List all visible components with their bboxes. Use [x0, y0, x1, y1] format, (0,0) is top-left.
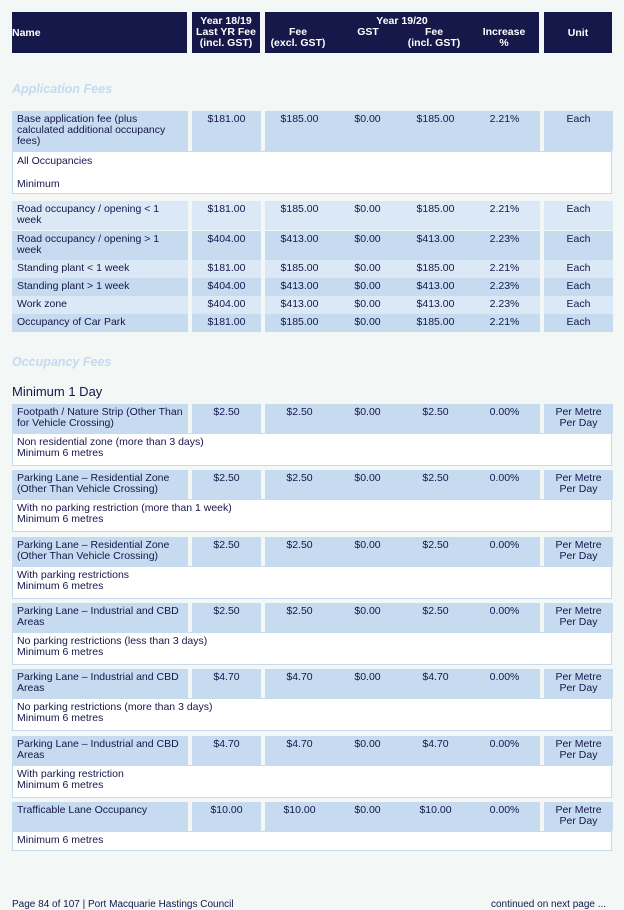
- occ-row-6-gst: $0.00: [354, 804, 381, 816]
- app-row-2-inc: 2.21%: [489, 262, 520, 274]
- app-row-3-last: $404.00: [207, 280, 246, 292]
- app-row-4-fee: $413.00: [280, 298, 319, 310]
- app-row-2-gst: $0.00: [354, 262, 381, 274]
- occ-row-2-unit: Per Metre Per Day: [555, 539, 602, 562]
- app-row-5-name: Occupancy of Car Park: [17, 316, 126, 328]
- occ-note-1-1: Minimum 6 metres: [17, 513, 104, 525]
- app-row-0-last: $181.00: [207, 203, 246, 215]
- app-row-1-last: $404.00: [207, 233, 246, 245]
- app-row-4-unit: Each: [566, 298, 591, 310]
- app-row-1-unit: Each: [566, 233, 591, 245]
- occ-note-2-0: With parking restrictions: [17, 569, 130, 581]
- app-row-2-unit: Each: [566, 262, 591, 274]
- app-row-5-gst: $0.00: [354, 316, 381, 328]
- header-unit: Unit: [567, 27, 589, 39]
- occ-row-0-name: Footpath / Nature Strip (Other Than for Vehicle Crossing): [17, 406, 183, 429]
- app-row-0-unit: Each: [566, 203, 591, 215]
- occ-row-5-incl: $4.70: [422, 738, 449, 750]
- base-notes-box: [12, 151, 612, 194]
- occupancy-fees-title: Occupancy Fees: [12, 355, 112, 369]
- occ-row-5-last: $4.70: [213, 738, 240, 750]
- occ-note-1-0: With no parking restriction (more than 1 week): [17, 502, 232, 514]
- header-fee-excl-1: Fee: [288, 26, 308, 38]
- occ-row-0-incl: $2.50: [422, 406, 449, 418]
- occ-row-4-gst: $0.00: [354, 671, 381, 683]
- app-row-0-gst: $0.00: [354, 203, 381, 215]
- occ-row-4-inc: 0.00%: [489, 671, 520, 683]
- app-row-5-fee: $185.00: [280, 316, 319, 328]
- header-name-cell: [12, 12, 187, 53]
- base-row-fee: $185.00: [280, 113, 319, 125]
- occ-row-1-gst: $0.00: [354, 472, 381, 484]
- header-unit-cell: [544, 12, 612, 53]
- occ-note-6-0: Minimum 6 metres: [17, 834, 104, 846]
- occ-row-5-name: Parking Lane – Industrial and CBD Areas: [17, 738, 179, 761]
- occ-row-3-gst: $0.00: [354, 605, 381, 617]
- occ-row-5-unit: Per Metre Per Day: [555, 738, 602, 761]
- base-note-0: All Occupancies: [17, 155, 93, 167]
- app-row-0-fee: $185.00: [280, 203, 319, 215]
- occ-row-6-incl: $10.00: [419, 804, 452, 816]
- occ-row-5-fee: $4.70: [286, 738, 313, 750]
- header-fee-incl-2: (incl. GST): [407, 37, 461, 49]
- base-row-inc: 2.21%: [489, 113, 520, 125]
- occ-note-2-1: Minimum 6 metres: [17, 580, 104, 592]
- base-row-name: Base application fee (plus calculated additional occupancy fees): [17, 113, 166, 147]
- app-row-5-last: $181.00: [207, 316, 246, 328]
- application-fees-title: Application Fees: [12, 82, 113, 96]
- occ-row-2-last: $2.50: [213, 539, 240, 551]
- occ-row-2-gst: $0.00: [354, 539, 381, 551]
- occ-row-1-name: Parking Lane – Residential Zone (Other Than Vehicle Crossing): [17, 472, 170, 495]
- app-row-5-incl: $185.00: [416, 316, 455, 328]
- page-footer-right: continued on next page ...: [491, 899, 607, 910]
- header-year1920-cell: [265, 12, 539, 53]
- occ-row-0-inc: 0.00%: [489, 406, 520, 418]
- header-year1819-cell: [192, 12, 260, 53]
- occ-row-6-inc: 0.00%: [489, 804, 520, 816]
- occ-row-1-incl: $2.50: [422, 472, 449, 484]
- occ-note-0-0: Non residential zone (more than 3 days): [17, 436, 204, 448]
- base-row-gst: $0.00: [354, 113, 381, 125]
- header-year1920: Year 19/20: [376, 15, 428, 27]
- app-row-3-incl: $413.00: [416, 280, 455, 292]
- header-incl-gst-a: (incl. GST): [199, 37, 253, 49]
- occ-row-2-fee: $2.50: [286, 539, 313, 551]
- occ-row-0-fee: $2.50: [286, 406, 313, 418]
- app-row-2-incl: $185.00: [416, 262, 455, 274]
- occ-row-4-name: Parking Lane – Industrial and CBD Areas: [17, 671, 179, 694]
- app-row-4-name: Work zone: [17, 298, 67, 310]
- occ-row-6-unit: Per Metre Per Day: [555, 804, 602, 827]
- base-row-last: $181.00: [207, 113, 246, 125]
- app-row-3-gst: $0.00: [354, 280, 381, 292]
- occ-row-3-fee: $2.50: [286, 605, 313, 617]
- occ-row-4-last: $4.70: [213, 671, 240, 683]
- occ-row-6-name: Trafficable Lane Occupancy: [17, 804, 148, 816]
- occ-row-3-incl: $2.50: [422, 605, 449, 617]
- occ-row-2-inc: 0.00%: [489, 539, 520, 551]
- app-row-4-gst: $0.00: [354, 298, 381, 310]
- occ-row-0-gst: $0.00: [354, 406, 381, 418]
- occ-note-5-0: With parking restriction: [17, 768, 124, 780]
- app-row-0-name: Road occupancy / opening < 1 week: [17, 203, 160, 226]
- header-year1819: Year 18/19: [200, 15, 252, 27]
- app-row-3-fee: $413.00: [280, 280, 319, 292]
- occ-row-1-unit: Per Metre Per Day: [555, 472, 602, 495]
- app-row-0-incl: $185.00: [416, 203, 455, 215]
- app-row-0-inc: 2.21%: [489, 203, 520, 215]
- header-increase-1: Increase: [482, 26, 526, 38]
- base-note-1: Minimum: [17, 178, 60, 190]
- header-name: Name: [12, 27, 41, 39]
- occ-row-4-incl: $4.70: [422, 671, 449, 683]
- occ-row-5-inc: 0.00%: [489, 738, 520, 750]
- occ-row-4-fee: $4.70: [286, 671, 313, 683]
- app-row-3-inc: 2.23%: [489, 280, 520, 292]
- app-row-1-inc: 2.23%: [489, 233, 520, 245]
- header-last-yr-fee: Last YR Fee: [196, 26, 256, 38]
- occ-row-2-name: Parking Lane – Residential Zone (Other Than Vehicle Crossing): [17, 539, 170, 562]
- app-row-2-last: $181.00: [207, 262, 246, 274]
- occ-note-3-1: Minimum 6 metres: [17, 646, 104, 658]
- occ-row-3-name: Parking Lane – Industrial and CBD Areas: [17, 605, 179, 628]
- app-row-5-inc: 2.21%: [489, 316, 520, 328]
- occ-note-0-1: Minimum 6 metres: [17, 447, 104, 459]
- occ-row-0-unit: Per Metre Per Day: [555, 406, 602, 429]
- minimum-1-day-heading: Minimum 1 Day: [12, 384, 103, 399]
- header-gst: GST: [357, 26, 379, 38]
- occ-row-1-fee: $2.50: [286, 472, 313, 484]
- app-row-4-inc: 2.23%: [489, 298, 520, 310]
- occ-row-3-inc: 0.00%: [489, 605, 520, 617]
- occ-row-1-inc: 0.00%: [489, 472, 520, 484]
- app-row-1-name: Road occupancy / opening > 1 week: [17, 233, 160, 256]
- occ-row-3-unit: Per Metre Per Day: [555, 605, 602, 628]
- app-row-4-last: $404.00: [207, 298, 246, 310]
- base-row-unit: Each: [566, 113, 591, 125]
- occ-note-4-0: No parking restrictions (more than 3 days): [17, 701, 213, 713]
- header-increase-2: %: [499, 37, 509, 49]
- page-footer-left: Page 84 of 107 | Port Macquarie Hastings Council: [12, 899, 234, 910]
- app-row-4-incl: $413.00: [416, 298, 455, 310]
- occ-note-4-1: Minimum 6 metres: [17, 712, 104, 724]
- app-row-3-unit: Each: [566, 280, 591, 292]
- app-row-5-unit: Each: [566, 316, 591, 328]
- app-row-1-gst: $0.00: [354, 233, 381, 245]
- base-row-incl: $185.00: [416, 113, 455, 125]
- app-row-2-fee: $185.00: [280, 262, 319, 274]
- occ-row-6-last: $10.00: [210, 804, 243, 816]
- occ-row-4-unit: Per Metre Per Day: [555, 671, 602, 694]
- occ-row-6-fee: $10.00: [283, 804, 316, 816]
- app-row-1-fee: $413.00: [280, 233, 319, 245]
- occ-note-3-0: No parking restrictions (less than 3 days): [17, 635, 208, 647]
- occ-note-5-1: Minimum 6 metres: [17, 779, 104, 791]
- occ-row-2-incl: $2.50: [422, 539, 449, 551]
- occ-row-0-last: $2.50: [213, 406, 240, 418]
- app-row-3-name: Standing plant > 1 week: [17, 280, 130, 292]
- header-fee-incl-1: Fee: [424, 26, 444, 38]
- header-fee-excl-2: (excl. GST): [270, 37, 326, 49]
- app-row-2-name: Standing plant < 1 week: [17, 262, 130, 274]
- occ-row-1-last: $2.50: [213, 472, 240, 484]
- occ-row-3-last: $2.50: [213, 605, 240, 617]
- app-row-1-incl: $413.00: [416, 233, 455, 245]
- occ-row-5-gst: $0.00: [354, 738, 381, 750]
